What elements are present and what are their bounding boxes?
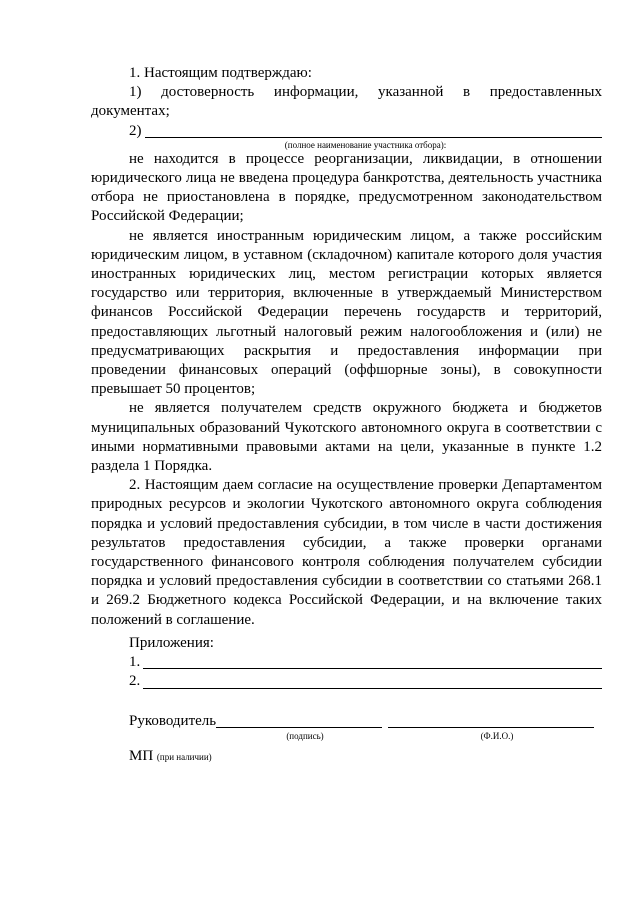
bullet3-text: не является получателем средств окружного бюджета и бюджетов муниципальных образований Чукотского автономного округа в соответствии с иными нормативными правовыми актами на цели, указанные в пункте 1.2 раздела 1 Порядка. — [91, 400, 602, 475]
attachment2-label: 2. — [129, 673, 141, 690]
signature-row — [91, 712, 602, 731]
attachment1-field[interactable] — [143, 653, 602, 669]
stamp-row — [91, 747, 602, 767]
attachment2-row — [91, 672, 602, 691]
fio-caption: (Ф.И.О.) — [480, 730, 514, 741]
item2-row — [91, 122, 602, 141]
attachment1-label: 1. — [129, 654, 141, 671]
document-body — [91, 64, 602, 767]
attachments-label: Приложения: — [129, 634, 214, 651]
signature-field[interactable] — [216, 713, 382, 728]
participant-name-caption: (полное наименование участника отбора): — [284, 139, 447, 150]
fio-field[interactable] — [388, 713, 594, 728]
mp-label: МП — [129, 747, 154, 764]
item1-text: 1) достоверность информации, указанной в предоставленных документах; — [91, 84, 602, 120]
participant-name-field[interactable] — [145, 122, 603, 138]
bullet2-text: не является иностранным юридическим лицом, а также российским юридическим лицом, в уставном (складочном) капитале которого доля участия иностранных юридических лиц, местом регистрации которых является государство или территория, включенные в утверждаемый Министерством финансов Российской Федерации перечень государств и территорий, предоставляющих льготный налоговый режим налогообложения и (или) не предусматривающих раскрытия и предоставления информации при проведении финансовых операций (оффшорные зоны), в совокупности превышает 50 процентов; — [91, 227, 602, 398]
signature-captions — [91, 731, 602, 741]
signature-caption: (подпись) — [286, 730, 324, 741]
para2-text: 2. Настоящим даем согласие на осуществление проверки Департаментом природных ресурсов и экологии Чукотского автономного округа соблюдения порядка и условий предоставления субсидии, в том числе в части достижения результатов предоставления субсидии, а также проверки органами государственного финансового контроля соблюдения получателем субсидии порядка и условий предоставления субсидии в соответствии со статьями 268.1 и 269.2 Бюджетного кодекса Российской Федерации, и на включение таких положений в соглашение. — [91, 477, 602, 628]
para1-heading: 1. Настоящим подтверждаю: — [129, 65, 312, 81]
item2-label: 2) — [129, 122, 142, 139]
head-label: Руководитель — [129, 712, 217, 729]
attachment2-field[interactable] — [143, 673, 602, 689]
attachment1-row — [91, 653, 602, 672]
mp-note: (при наличии) — [156, 751, 212, 762]
bullet1-text: не находится в процессе реорганизации, ликвидации, в отношении юридического лица не введена процедура банкротства, деятельность участника отбора не приостановлена в порядке, предусмотренном законодательством Российской Федерации; — [91, 150, 602, 225]
